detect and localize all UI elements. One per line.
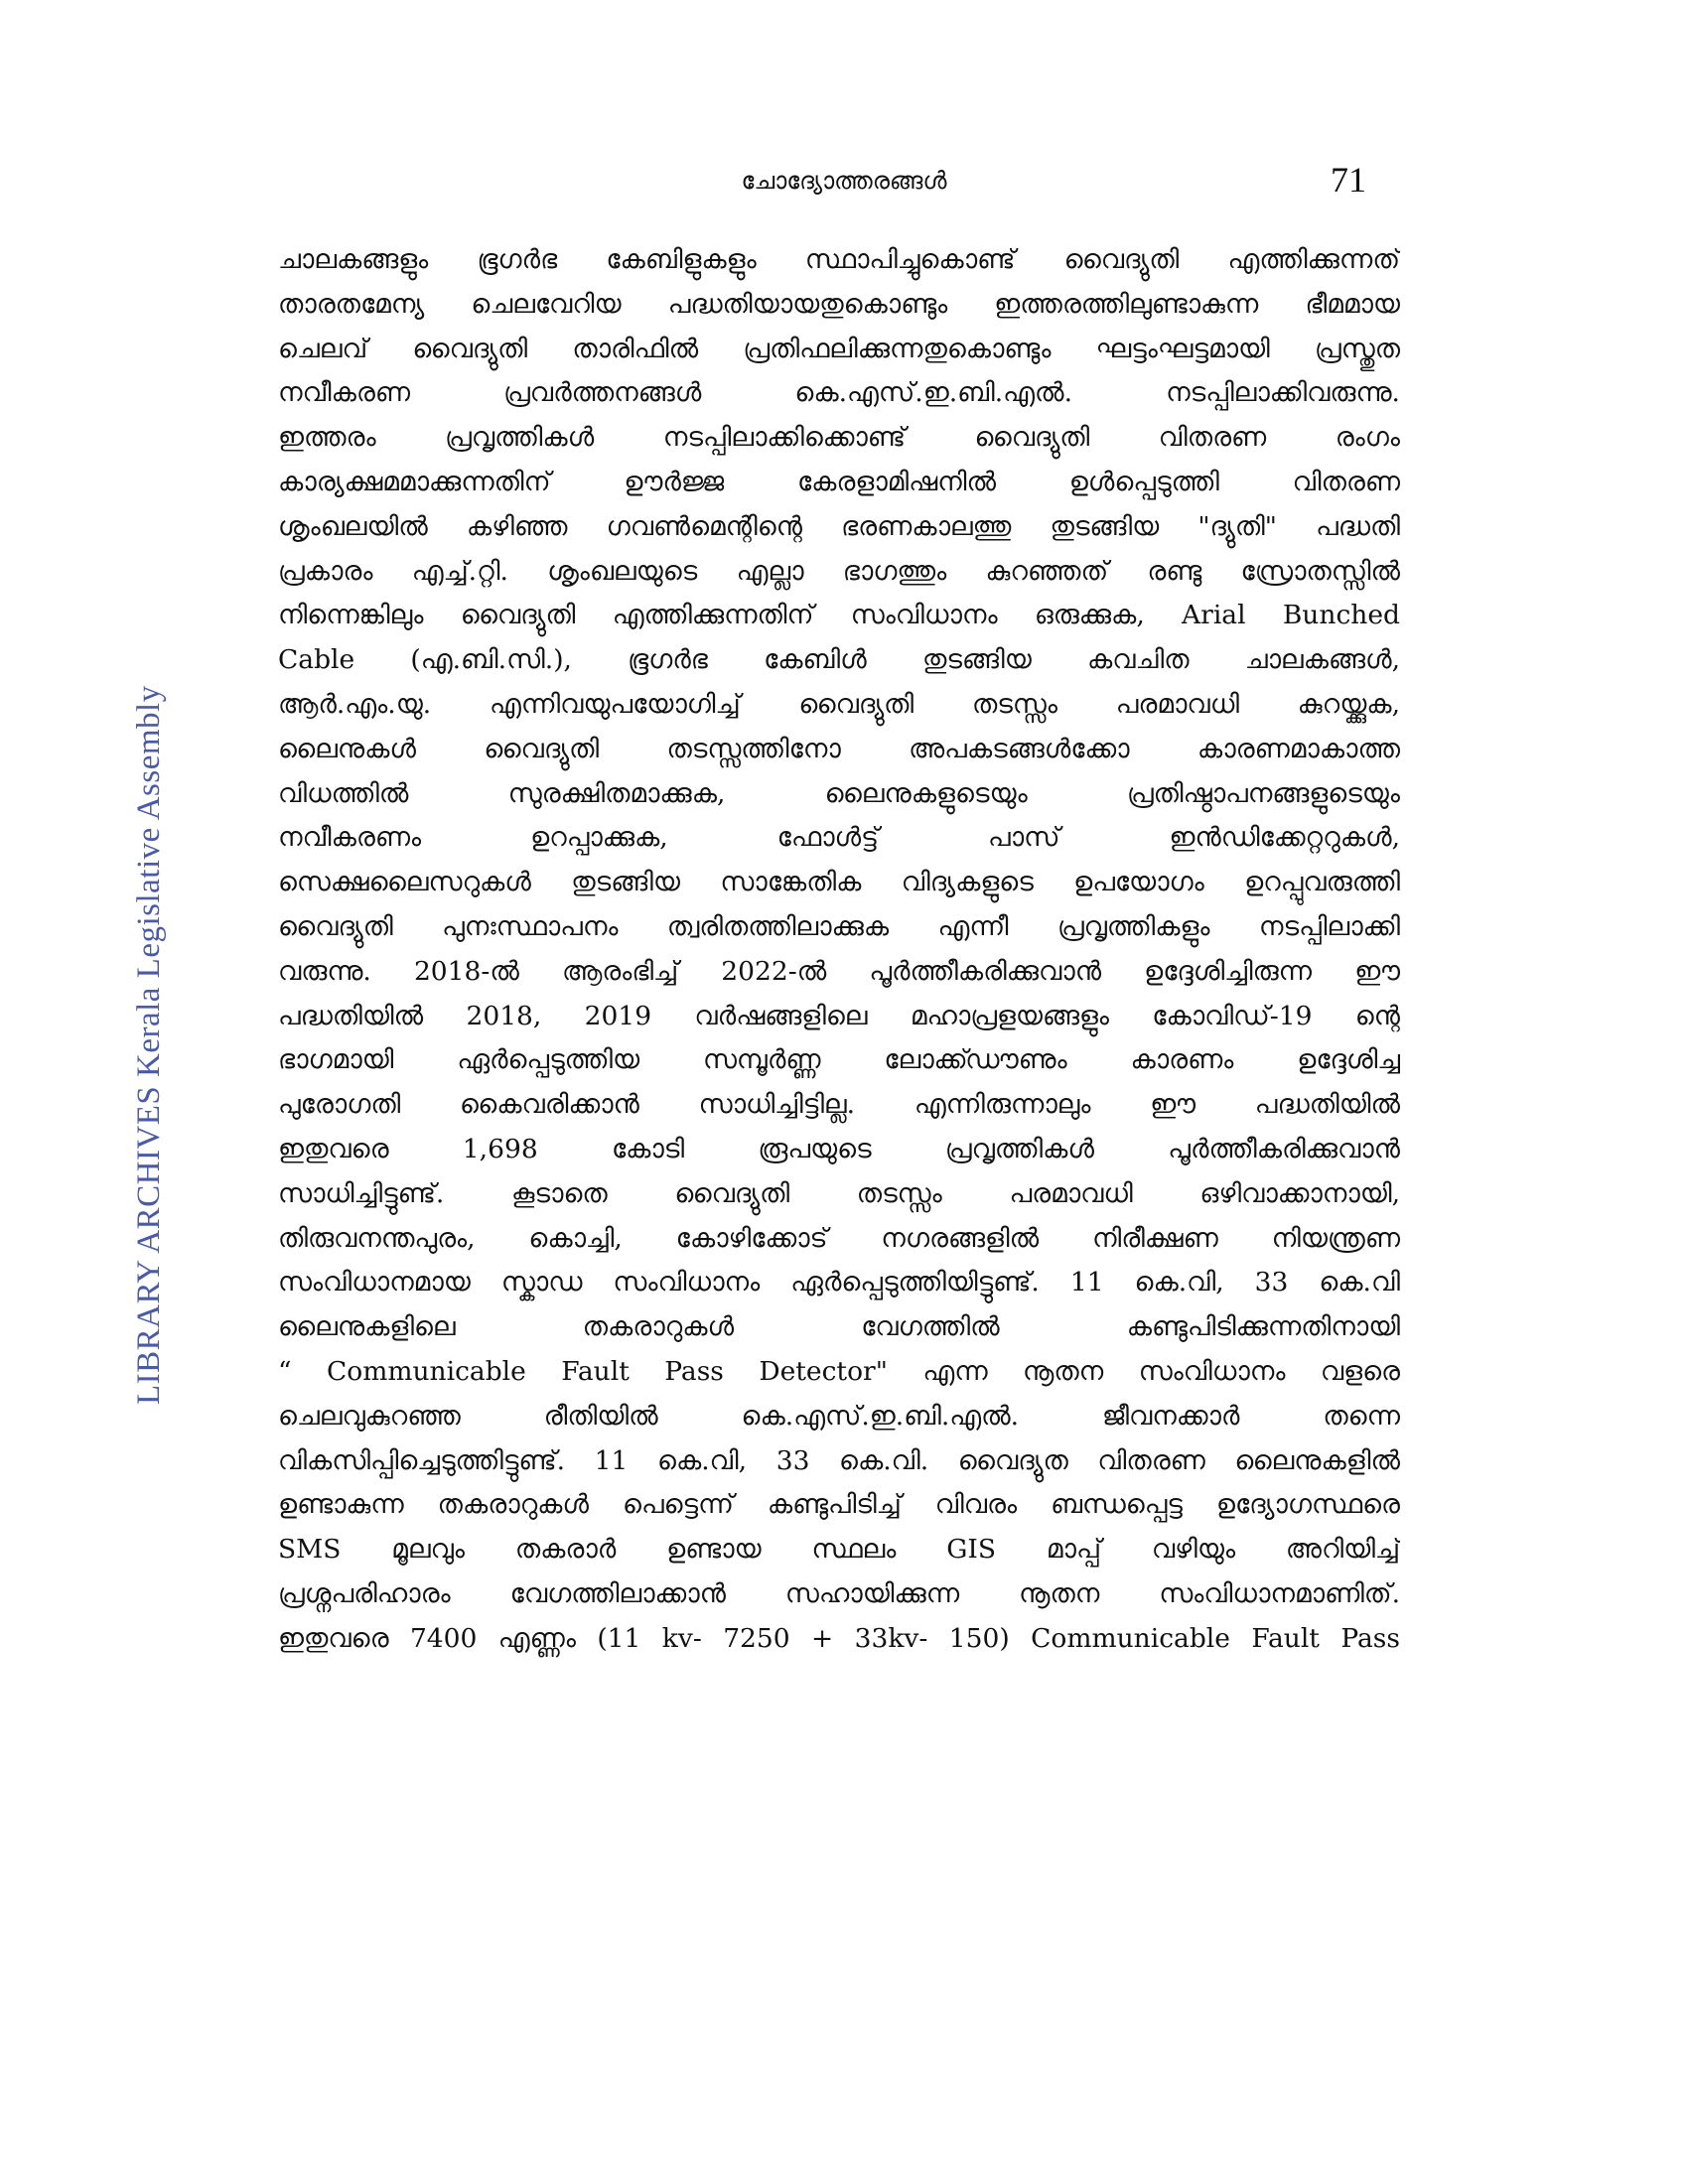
text-line: പ്രകാരം എച്ച്.റ്റി. ശൃംഖലയുടെ എല്ലാ ഭാഗത്തും കുറഞ്ഞത് രണ്ടു സ്രോതസ്സിൽ (278, 555, 1400, 587)
text-line: സംവിധാനമായ സ്കാഡ സംവിധാനം ഏർപ്പെടുത്തിയിട്ടുണ്ട്. 11 കെ.വി, 33 കെ.വി (278, 1267, 1400, 1298)
text-line: നവീകരണ പ്രവർത്തനങ്ങൾ കെ.എസ്.ഇ.ബി.എൽ. നടപ്പിലാക്കിവരുന്നു. (278, 377, 1400, 409)
text-line: സാധിച്ചിട്ടുണ്ട്. കൂടാതെ വൈദ്യുതി തടസ്സം പരമാവധി ഒഴിവാക്കാനായി, (278, 1177, 1400, 1209)
text-line: പദ്ധതിയിൽ 2018, 2019 വർഷങ്ങളിലെ മഹാപ്രളയങ്ങളും കോവിഡ്-19 ന്റെ (278, 1000, 1400, 1031)
text-line: നവീകരണം ഉറപ്പാക്കുക, ഫോൾട്ട് പാസ് ഇൻഡിക്കേറ്ററുകൾ, (278, 822, 1400, 854)
text-line: വൈദ്യുതി പുനഃസ്ഥാപനം ത്വരിതത്തിലാക്കുക എന്നീ പ്രവൃത്തികളും നടപ്പിലാക്കി (278, 910, 1400, 942)
text-line: ചെലവ് വൈദ്യുതി താരിഫിൽ പ്രതിഫലിക്കുന്നതുകൊണ്ടും ഘട്ടംഘട്ടമായി പ്രസ്തുത (278, 333, 1400, 364)
text-line: ഇതുവരെ 1,698 കോടി രൂപയുടെ പ്രവൃത്തികൾ പൂർത്തീകരിക്കുവാൻ (278, 1133, 1400, 1164)
body-text (278, 238, 1400, 1662)
text-line: “ Communicable Fault Pass Detector" എന്ന നൂതന സംവിധാനം വളരെ (278, 1355, 1400, 1387)
text-line: വിധത്തിൽ സുരക്ഷിതമാക്കുക, ലൈനുകളുടെയും പ്രതിഷ്ഠാപനങ്ങളുടെയും (278, 777, 1400, 809)
text-line: SMS മൂലവും തകരാർ ഉണ്ടായ സ്ഥലം GIS മാപ്പ് വഴിയും അറിയിച്ച് (278, 1534, 1400, 1566)
text-line: ലൈനുകൾ വൈദ്യുതി തടസ്സത്തിനോ അപകടങ്ങൾക്കോ കാരണമാകാത്ത (278, 733, 1400, 764)
text-line: ഇത്തരം പ്രവൃത്തികൾ നടപ്പിലാക്കിക്കൊണ്ട് വൈദ്യുതി വിതരണ രംഗം (278, 422, 1400, 454)
page-number: 71 (1331, 160, 1366, 200)
text-line: പ്രശ്നപരിഹാരം വേഗത്തിലാക്കാൻ സഹായിക്കുന്ന നൂതന സംവിധാനമാണിത്. (278, 1577, 1400, 1609)
text-line: നിന്നെങ്കിലും വൈദ്യുതി എത്തിക്കുന്നതിന് സംവിധാനം ഒരുക്കുക, Arial Bunched (278, 600, 1400, 631)
text-line: ശൃംഖലയിൽ കഴിഞ്ഞ ഗവൺമെന്റിന്റെ ഭരണകാലത്തു തുടങ്ങിയ "ദ്യുതി" പദ്ധതി (278, 510, 1400, 542)
text-line: കാര്യക്ഷമമാക്കുന്നതിന് ഊർജ്ജ കേരളാമിഷനിൽ ഉൾപ്പെടുത്തി വിതരണ (278, 466, 1400, 497)
page-header-title: ചോദ്യോത്തരങ്ങൾ (741, 167, 947, 195)
text-line: ഭാഗമായി ഏർപ്പെടുത്തിയ സമ്പൂർണ്ണ ലോക്ക്ഡൗണും കാരണം ഉദ്ദേശിച്ച (278, 1044, 1400, 1076)
text-line: Cable (എ.ബി.സി.), ഭൂഗർഭ കേബിൾ തുടങ്ങിയ കവചിത ചാലകങ്ങൾ, (278, 644, 1400, 676)
text-line: ഉണ്ടാകുന്ന തകരാറുകൾ പെട്ടെന്ന് കണ്ടുപിടിച്ച് വിവരം ബന്ധപ്പെട്ട ഉദ്യോഗസ്ഥരെ (278, 1489, 1400, 1521)
text-line: തിരുവനന്തപുരം, കൊച്ചി, കോഴിക്കോട് നഗരങ്ങളിൽ നിരീക്ഷണ നിയന്ത്രണ (278, 1222, 1400, 1254)
text-line: താരതമേന്യ ചെലവേറിയ പദ്ധതിയായതുകൊണ്ടും ഇത്തരത്തിലുണ്ടാകുന്ന ഭീമമായ (278, 288, 1400, 320)
text-line: ആർ.എം.യു. എന്നിവയുപയോഗിച്ച് വൈദ്യുതി തടസ്സം പരമാവധി കുറയ്ക്കുക, (278, 688, 1400, 720)
text-line: ചാലകങ്ങളും ഭൂഗർഭ കേബിളുകളും സ്ഥാപിച്ചുകൊണ്ട് വൈദ്യുതി എത്തിക്കുന്നത് (278, 244, 1400, 275)
text-line: പുരോഗതി കൈവരിക്കാൻ സാധിച്ചിട്ടില്ല. എന്നിരുന്നാലും ഈ പദ്ധതിയിൽ (278, 1089, 1400, 1121)
text-line: വികസിപ്പിച്ചെടുത്തിട്ടുണ്ട്. 11 കെ.വി, 33 കെ.വി. വൈദ്യുത വിതരണ ലൈനുകളിൽ (278, 1444, 1400, 1476)
text-line: വരുന്നു. 2018-ൽ ആരംഭിച്ച് 2022-ൽ പൂർത്തീകരിക്കുവാൻ ഉദ്ദേശിച്ചിരുന്ന ഈ (278, 955, 1400, 987)
text-line: ലൈനുകളിലെ തകരാറുകൾ വേഗത്തിൽ കണ്ടുപിടിക്കുന്നതിനായി (278, 1311, 1400, 1343)
side-watermark: LIBRARY ARCHIVES Kerala Legislative Assembly (131, 685, 167, 1405)
text-line: സെക്ഷലൈസറുകൾ തുടങ്ങിയ സാങ്കേതിക വിദ്യകളുടെ ഉപയോഗം ഉറപ്പുവരുത്തി (278, 867, 1400, 898)
text-line: ചെലവുകുറഞ്ഞ രീതിയിൽ കെ.എസ്.ഇ.ബി.എൽ. ജീവനക്കാർ തന്നെ (278, 1400, 1400, 1432)
text-line: ഇതുവരെ 7400 എണ്ണം (11 kv- 7250 + 33kv- 150) Communicable Fault Pass (278, 1622, 1400, 1654)
